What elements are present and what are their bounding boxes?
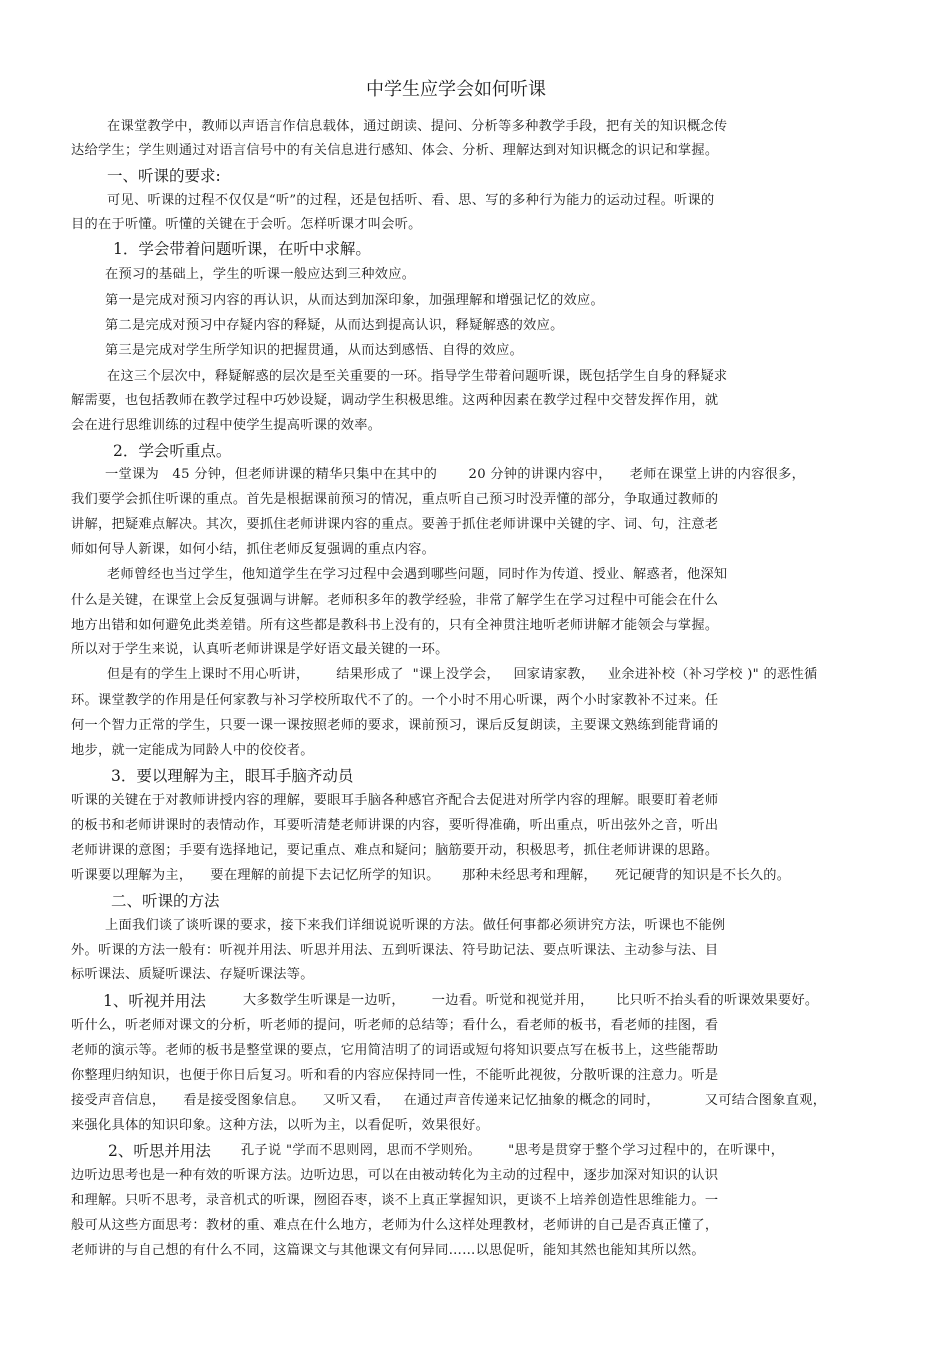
paragraph-line: 听什么，听老师对课文的分析，听老师的提问，听老师的总结等；看什么，看老师的板书，看老师的挂图，看 bbox=[71, 1018, 719, 1033]
paragraph-line: 环。课堂教学的作用是任何家教与补习学校所取代不了的。一个小时不用心听课，两个小时家教补不过来。任 bbox=[71, 693, 719, 708]
paragraph-line: 地步，就一定能成为同龄人中的佼佼者。 bbox=[71, 743, 314, 758]
intro-line: 在课堂教学中，教师以声语言作信息载体，通过朗读、提问、分析等多种教学手段，把有关的知识概念传 bbox=[107, 119, 728, 134]
paragraph-line: 老师曾经也当过学生，他知道学生在学习过程中会遇到哪些问题，同时作为传道、授业、解惑者，他深知 bbox=[107, 567, 728, 582]
paragraph-line: 大多数学生听课是一边听， 一边看。听觉和视觉并用， 比只听不抬头看的听课效果要好。 bbox=[243, 993, 819, 1008]
paragraph-line: 接受声音信息， 看是接受图象信息。 又听又看， 在通过声音传递来记忆抽象的概念的同时， 又可结合图象直观， bbox=[71, 1093, 827, 1108]
subsection-heading-2: 2．学会听重点。 bbox=[113, 442, 232, 460]
paragraph-line: 第三是完成对学生所学知识的把握贯通，从而达到感悟、自得的效应。 bbox=[105, 343, 524, 358]
subsection-heading-3: 3．要以理解为主，眼耳手脑齐动员 bbox=[111, 767, 354, 785]
paragraph-line: 解需要，也包括教师在教学过程中巧妙设疑，调动学生积极思维。这两种因素在教学过程中交替发挥作用，就 bbox=[71, 393, 719, 408]
method-heading-2: 2、听思并用法 bbox=[108, 1142, 211, 1160]
paragraph-line: 你整理归纳知识，也便于你日后复习。听和看的内容应保持同一性，不能听此视彼，分散听课的注意力。听是 bbox=[71, 1068, 719, 1083]
paragraph-line: 上面我们谈了谈听课的要求，接下来我们详细说说听课的方法。做任何事都必须讲究方法，听课也不能例 bbox=[105, 918, 726, 933]
paragraph-line: 什么是关键，在课堂上会反复强调与讲解。老师积多年的教学经验，非常了解学生在学习过程中可能会在什么 bbox=[71, 593, 719, 608]
paragraph-line: 和理解。只听不思考，录音机式的听课，囫囵吞枣，谈不上真正掌握知识，更谈不上培养创造性思维能力。一 bbox=[71, 1193, 719, 1208]
paragraph-line: 老师讲的与自己想的有什么不同，这篇课文与其他课文有何异同……以思促听，能知其然也能知其所以然。 bbox=[71, 1243, 705, 1258]
paragraph-line: 会在进行思维训练的过程中使学生提高听课的效率。 bbox=[71, 418, 382, 433]
paragraph-line: 来强化具体的知识印象。这种方法，以听为主，以看促听，效果很好。 bbox=[71, 1118, 490, 1133]
paragraph-line: 所以对于学生来说，认真听老师讲课是学好语文最关键的一环。 bbox=[71, 642, 449, 657]
method-heading-1: 1、听视并用法 bbox=[103, 992, 206, 1010]
section-heading-requirements: 一、听课的要求: bbox=[107, 167, 221, 185]
paragraph-line: 我们要学会抓住听课的重点。首先是根据课前预习的情况，重点听自己预习时没弄懂的部分，争取通过教师的 bbox=[71, 492, 719, 507]
paragraph-line: 老师讲课的意图；手要有选择地记，要记重点、难点和疑问；脑筋要开动，积极思考，抓住老师讲课的思路。 bbox=[71, 843, 719, 858]
intro-line: 达给学生；学生则通过对语言信号中的有关信息进行感知、体会、分析、理解达到对知识概念的识记和掌握。 bbox=[71, 143, 719, 158]
paragraph-line: 孔子说 "学而不思则罔，思而不学则殆。 "思考是贯穿于整个学习过程中的，在听课中， bbox=[241, 1143, 785, 1158]
paragraph-line: 的板书和老师讲课时的表情动作，耳要听清楚老师讲课的内容，要听得准确，听出重点，听出弦外之音，听出 bbox=[71, 818, 719, 833]
paragraph-line: 可见、听课的过程不仅仅是“听”的过程，还是包括听、看、思、写的多种行为能力的运动过程。听课的 bbox=[107, 193, 715, 208]
paragraph-line: 在这三个层次中，释疑解惑的层次是至关重要的一环。指导学生带着问题听课，既包括学生自身的释疑求 bbox=[107, 369, 728, 384]
paragraph-line: 第一是完成对预习内容的再认识，从而达到加深印象，加强理解和增强记忆的效应。 bbox=[105, 293, 605, 308]
paragraph-line: 一堂课为 45 分钟，但老师讲课的精华只集中在其中的 20 分钟的讲课内容中， 老师在课堂上讲的内容很多， bbox=[105, 467, 806, 482]
paragraph-line: 第二是完成对预习中存疑内容的释疑，从而达到提高认识，释疑解惑的效应。 bbox=[105, 318, 564, 333]
paragraph-line: 听课的关键在于对教师讲授内容的理解，要眼耳手脑各种感官齐配合去促进对所学内容的理解。眼要盯着老师 bbox=[71, 793, 719, 808]
page-title: 中学生应学会如何听课 bbox=[366, 79, 546, 100]
paragraph-line: 在预习的基础上，学生的听课一般应达到三种效应。 bbox=[105, 267, 416, 282]
paragraph-line: 目的在于听懂。听懂的关键在于会听。怎样听课才叫会听。 bbox=[71, 217, 422, 232]
paragraph-line: 地方出错和如何避免此类差错。所有这些都是教科书上没有的，只有全神贯注地听老师讲解才能领会与掌握。 bbox=[71, 618, 719, 633]
paragraph-line: 何一个智力正常的学生，只要一课一课按照老师的要求，课前预习，课后反复朗读，主要课文熟练到能背诵的 bbox=[71, 718, 719, 733]
section-heading-methods: 二、听课的方法 bbox=[111, 892, 220, 910]
paragraph-line: 外。听课的方法一般有：听视并用法、听思并用法、五到听课法、符号助记法、要点听课法、主动参与法、目 bbox=[71, 943, 719, 958]
paragraph-line: 听课要以理解为主， 要在理解的前提下去记忆所学的知识。 那种未经思考和理解， 死记硬背的知识是不长久的。 bbox=[71, 868, 791, 883]
paragraph-line: 老师的演示等。老师的板书是整堂课的要点，它用简洁明了的词语或短句将知识要点写在板书上，这些能帮助 bbox=[71, 1043, 719, 1058]
paragraph-line: 边听边思考也是一种有效的听课方法。边听边思，可以在由被动转化为主动的过程中，逐步加深对知识的认识 bbox=[71, 1168, 719, 1183]
subsection-heading-1: 1．学会带着问题听课，在听中求解。 bbox=[113, 240, 371, 258]
paragraph-line: 但是有的学生上课时不用心听讲， 结果形成了 "课上没学会， 回家请家教， 业余进补校（补习学校 )" 的恶性循 bbox=[107, 667, 818, 682]
paragraph-line: 师如何导人新课，如何小结，抓住老师反复强调的重点内容。 bbox=[71, 542, 436, 557]
paragraph-line: 般可从这些方面思考：教材的重、难点在什么地方，老师为什么这样处理教材，老师讲的自己是否真正懂了， bbox=[71, 1218, 719, 1233]
paragraph-line: 标听课法、质疑听课法、存疑听课法等。 bbox=[71, 967, 314, 982]
paragraph-line: 讲解，把疑难点解决。其次，要抓住老师讲课内容的重点。要善于抓住老师讲课中关键的字、词、句，注意老 bbox=[71, 517, 719, 532]
